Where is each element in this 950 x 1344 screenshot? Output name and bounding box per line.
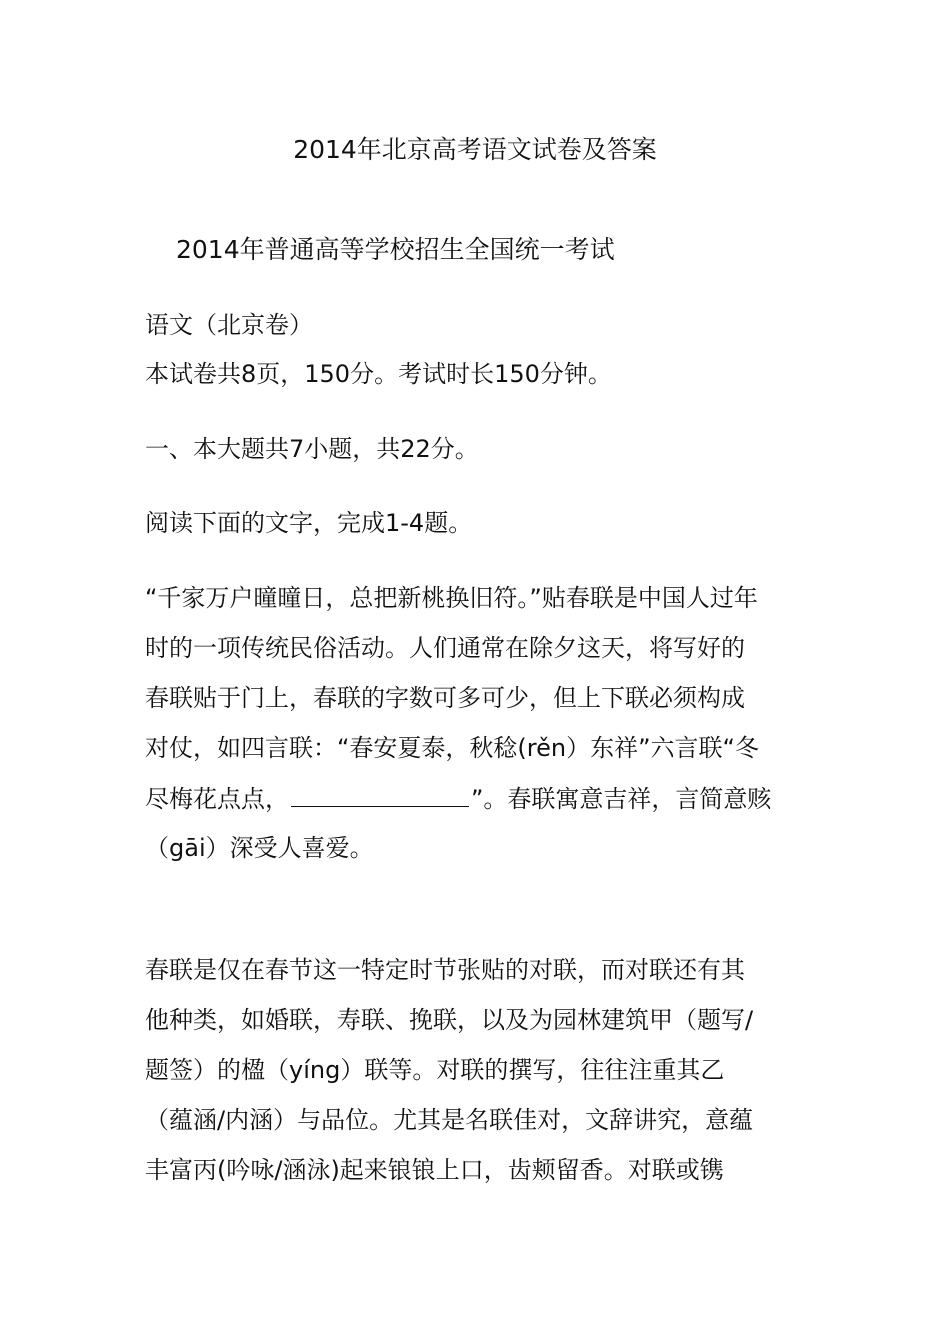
passage2-line-2: 他种类，如婚联，寿联、挽联，以及为园林建筑甲（题写/ <box>145 1006 754 1034</box>
passage-paragraph-1 <box>145 580 815 880</box>
subject-line: 语文（北京卷） <box>145 311 313 339</box>
fill-in-blank <box>291 780 469 807</box>
passage1-line-2: 时的一项传统民俗活动。人们通常在除夕这天，将写好的 <box>145 634 745 662</box>
passage2-line-5: 丰富丙(吟咏/涵泳)起来锒锒上口，齿颊留香。对联或镌 <box>145 1156 724 1184</box>
document-title: 2014年北京高考语文试卷及答案 <box>293 135 657 164</box>
passage1-line-5-end: ”。春联寓意吉祥，言简意赅 <box>471 785 772 813</box>
passage1-line-1: “千家万户曈曈日，总把新桃换旧符。”贴春联是中国人过年 <box>145 584 758 612</box>
exam-subtitle: 2014年普通高等学校招生全国统一考试 <box>176 235 615 264</box>
passage1-line-4: 对仗，如四言联：“春安夏泰，秋稔(rěn）东祥”六言联“冬 <box>145 734 759 762</box>
section-heading: 一、本大题共7小题，共22分。 <box>145 435 479 463</box>
passage-paragraph-2 <box>145 952 815 1202</box>
passage1-line-5-start: 尽梅花点点， <box>145 785 289 813</box>
exam-info: 本试卷共8页，150分。考试时长150分钟。 <box>145 360 612 388</box>
passage1-line-3: 春联贴于门上，春联的字数可多可少，但上下联必须构成 <box>145 684 745 712</box>
passage2-line-4: （蕴涵/内涵）与品位。尤其是名联佳对，文辞讲究，意蕴 <box>145 1106 754 1134</box>
passage1-line-6: （gāi）深受人喜爱。 <box>145 834 374 862</box>
passage1-line-5 <box>145 780 815 830</box>
passage2-line-1: 春联是仅在春节这一特定时节张贴的对联，而对联还有其 <box>145 956 745 984</box>
passage2-line-3: 题签）的楹（yíng）联等。对联的撰写，往往注重其乙 <box>145 1056 725 1084</box>
reading-instruction: 阅读下面的文字，完成1-4题。 <box>145 509 473 537</box>
